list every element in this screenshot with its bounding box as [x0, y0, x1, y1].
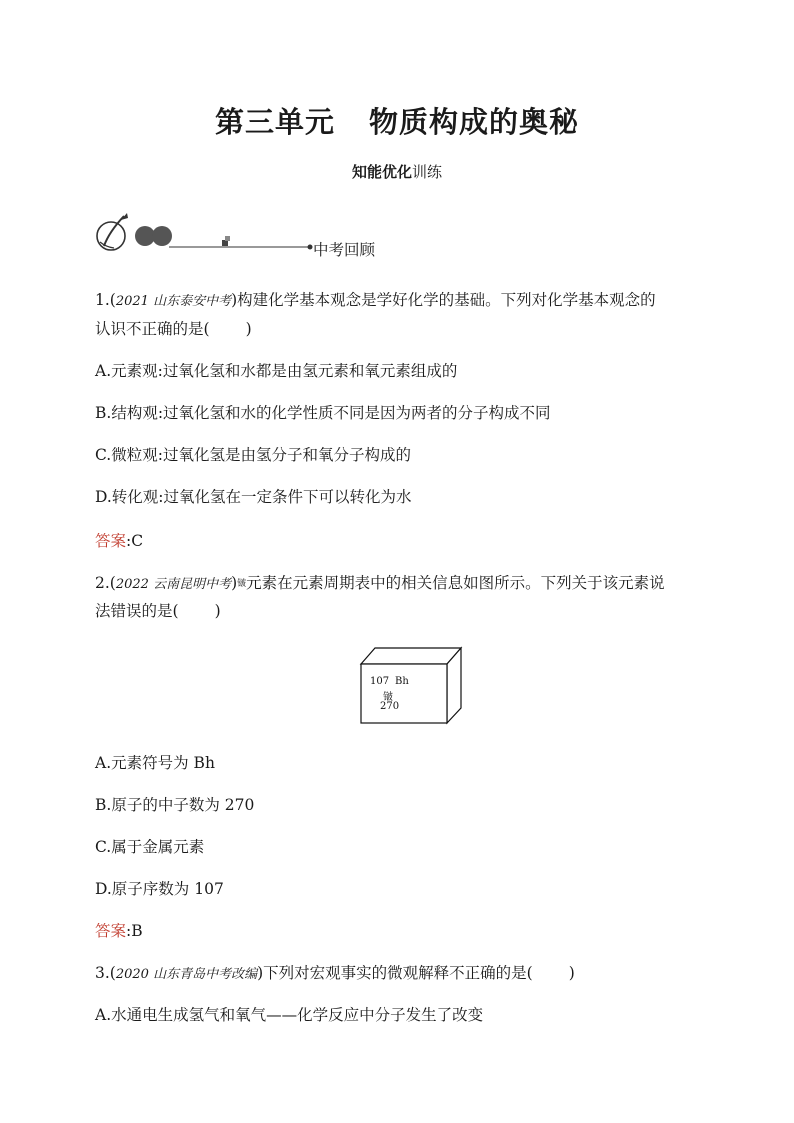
- question-1-option-d: D.转化观:过氧化氢在一定条件下可以转化为水: [95, 488, 412, 506]
- question-2-option-d: D.原子序数为 107: [95, 880, 224, 898]
- question-2-option-b: B.原子的中子数为 270: [95, 796, 255, 814]
- banner-dot: [308, 245, 313, 250]
- question-2-option-a: A.元素符号为 Bh: [95, 754, 215, 772]
- question-2-answer: 答案:B: [95, 922, 143, 940]
- title-topic: 物质构成的奥秘: [369, 105, 580, 139]
- question-1-answer: 答案:C: [95, 532, 144, 550]
- question-2-source: 2022 云南昆明中考: [115, 577, 232, 592]
- section-title: 中考回顾: [313, 241, 376, 259]
- question-1-option-b: B.结构观:过氧化氢和水的化学性质不同是因为两者的分子构成不同: [95, 404, 551, 422]
- page-title: [0, 100, 794, 141]
- question-3-option-a: A.水通电生成氢气和氧气——化学反应中分子发生了改变: [95, 1006, 484, 1024]
- decor-circle-2: [152, 226, 172, 246]
- title-unit: 第三单元: [214, 105, 335, 139]
- element-name: 𬭛: [383, 692, 393, 703]
- subtitle-bold: 知能优化: [351, 163, 412, 181]
- question-1-option-a: A.元素观:过氧化氢和水都是由氢元素和氧元素组成的: [95, 362, 458, 380]
- element-atomic-number: 107: [370, 676, 390, 687]
- question-2-stem-line1: 2.(2022 云南昆明中考)𬭛元素在元素周期表中的相关信息如图所示。下列关于该元素说: [95, 574, 665, 592]
- page-subtitle: [0, 161, 794, 182]
- question-3-stem-line1: 3.(2020 山东青岛中考改编)下列对宏观事实的微观解释不正确的是( ): [95, 964, 575, 982]
- decor-square-2: [225, 236, 230, 241]
- brush-icon: [97, 213, 128, 250]
- element-mass: 270: [380, 701, 400, 712]
- question-3-source: 2020 山东青岛中考改编: [115, 967, 258, 982]
- subtitle-rest: 训练: [412, 163, 443, 181]
- element-cell-figure: [358, 646, 464, 726]
- question-1-source: 2021 山东泰安中考: [115, 294, 232, 309]
- question-1-stem-line1: 1.(2021 山东泰安中考)构建化学基本观念是学好化学的基础。下列对化学基本观念的: [95, 291, 656, 309]
- question-2-option-c: C.属于金属元素: [95, 838, 205, 856]
- element-symbol: Bh: [395, 676, 409, 687]
- question-1-option-c: C.微粒观:过氧化氢是由氢分子和氧分子构成的: [95, 446, 411, 464]
- question-2-stem-line2: 法错误的是( ): [95, 602, 221, 620]
- question-1-stem-line2: 认识不正确的是( ): [95, 320, 252, 338]
